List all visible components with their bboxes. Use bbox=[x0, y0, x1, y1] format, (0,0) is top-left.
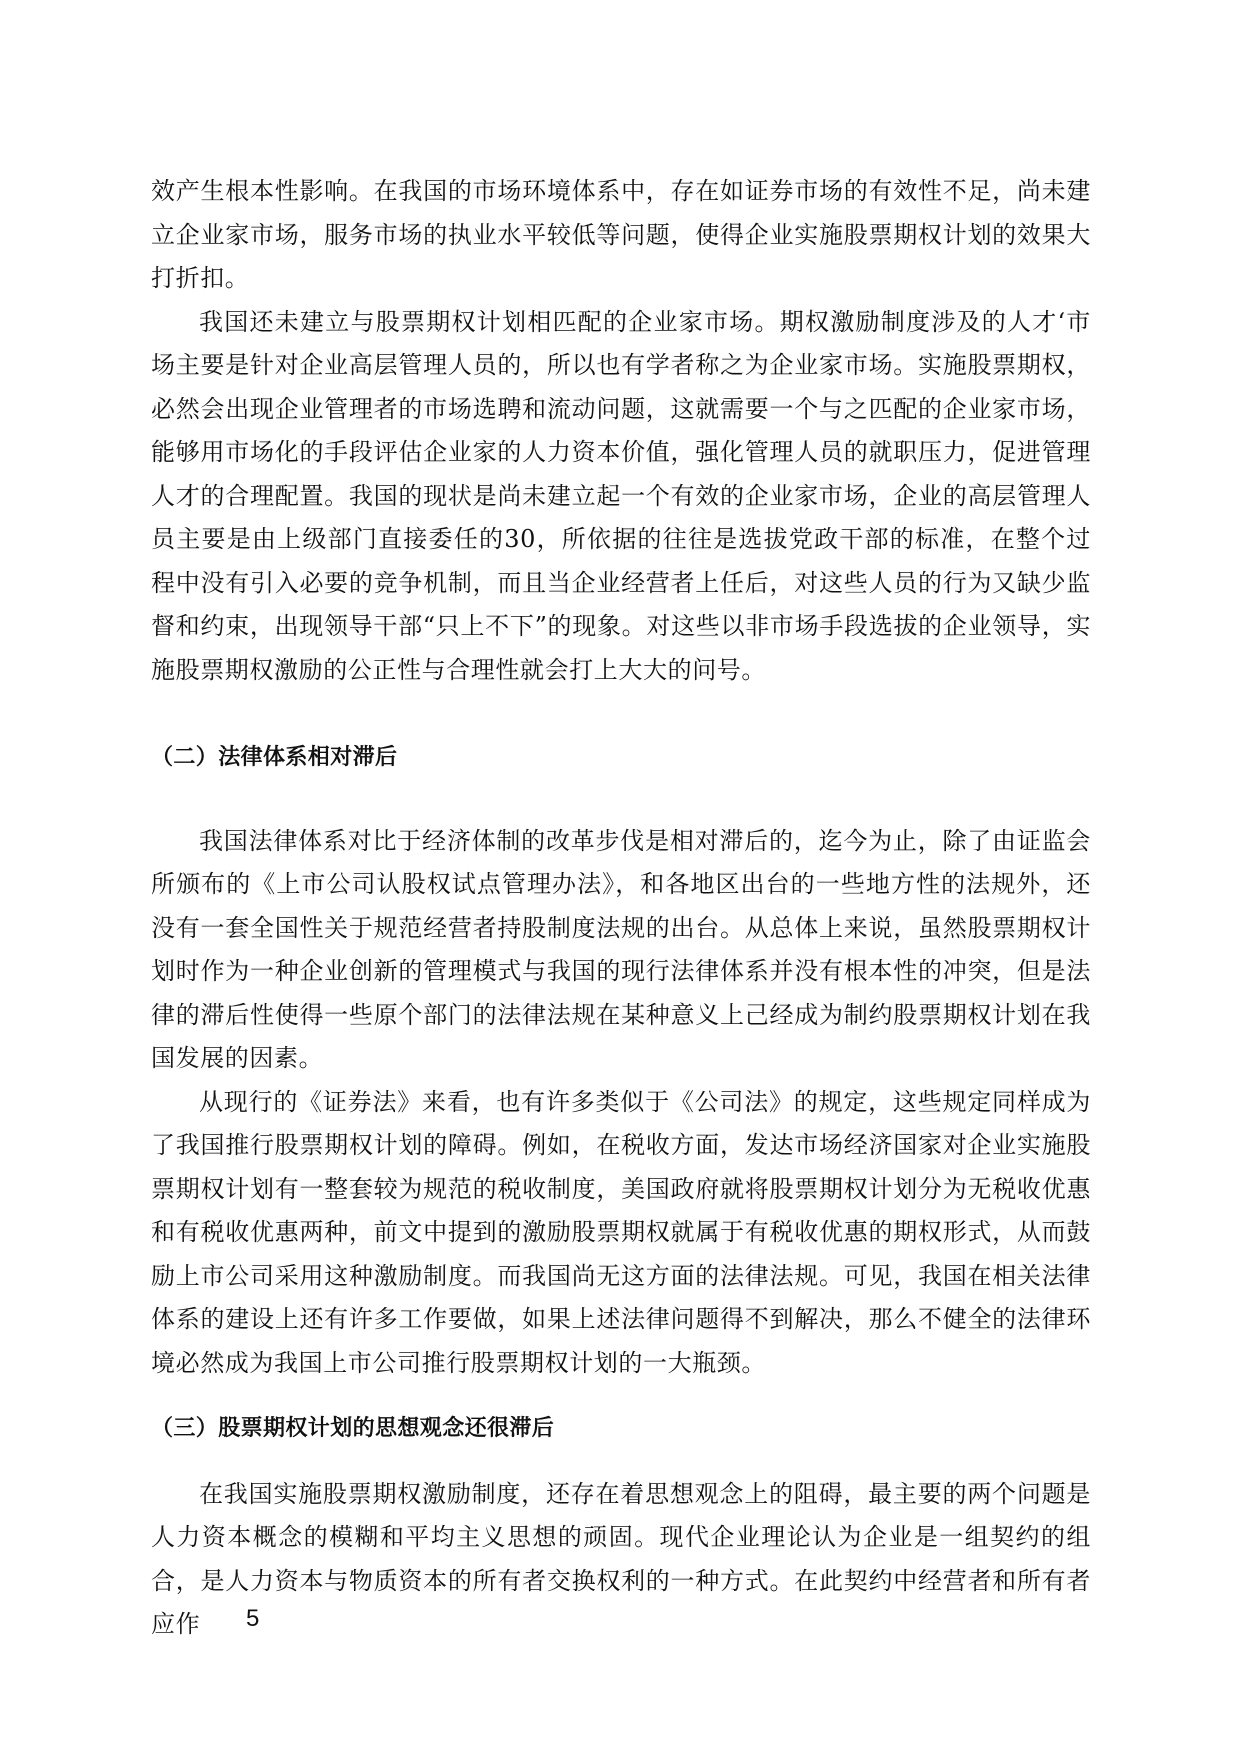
paragraph-continued: 效产生根本性影响。在我国的市场环境体系中，存在如证券市场的有效性不足，尚未建立企业家市场，服务市场的执业水平较低等问题，使得企业实施股票期权计划的效果大打折扣。 bbox=[151, 177, 1091, 292]
document-body bbox=[151, 170, 1091, 1647]
page-number: 5 bbox=[246, 1605, 260, 1632]
paragraph-securities-law: 从现行的《证券法》来看，也有许多类似于《公司法》的规定，这些规定同样成为了我国推行股票期权计划的障碍。例如，在税收方面，发达市场经济国家对企业实施股票期权计划有一整套较为规范的税收制度，美国政府就将股票期权计划分为无税收优惠和有税收优惠两种，前文中提到的激励股票期权就属于有税收优惠的期权形式，从而鼓励上市公司采用这种激励制度。而我国尚无这方面的法律法规。可见，我国在相关法律体系的建设上还有许多工作要做，如果上述法律问题得不到解决，那么不健全的法律环境必然成为我国上市公司推行股票期权计划的一大瓶颈。 bbox=[151, 1087, 1091, 1377]
section-heading-ideology: （三）股票期权计划的思想观念还很滞后 bbox=[151, 1416, 555, 1441]
spacer bbox=[151, 1451, 1091, 1473]
paragraph-legal-lag: 我国法律体系对比于经济体制的改革步伐是相对滞后的，迄今为止，除了由证监会所颁布的《上市公司认股权试点管理办法》，和各地区出台的一些地方性的法规外，还没有一套全国性关于规范经营者持股制度法规的出台。从总体上来说，虽然股票期权计划时作为一种企业创新的管理模式与我国的现行法律体系并没有根本性的冲突，但是法律的滞后性使得一些原个部门的法律法规在某种意义上己经成为制约股票期权计划在我国发展的因素。 bbox=[151, 826, 1091, 1072]
spacer bbox=[151, 692, 1091, 736]
paragraph-entrepreneur-market: 我国还未建立与股票期权计划相匹配的企业家市场。期权激励制度涉及的人才‘市场主要是针对企业高层管理人员的，所以也有学者称之为企业家市场。实施股票期权，必然会出现企业管理者的市场选聘和流动问题，这就需要一个与之匹配的企业家市场，能够用市场化的手段评估企业家的人力资本价值，强化管理人员的就职压力，促进管理人才的合理配置。我国的现状是尚未建立起一个有效的企业家市场，企业的高层管理人员主要是由上级部门直接委任的30，所依据的往往是选拔党政干部的标准，在整个过程中没有引入必要的竞争机制，而且当企业经营者上任后，对这些人员的行为又缺少监督和约束，出现领导干部“只上不下”的现象。对这些以非市场手段选拔的企业领导，实施股票期权激励的公正性与合理性就会打上大大的问号。 bbox=[151, 307, 1091, 684]
spacer bbox=[151, 1385, 1091, 1407]
spacer bbox=[151, 780, 1091, 820]
paragraph-ideology: 在我国实施股票期权激励制度，还存在着思想观念上的阻碍，最主要的两个问题是人力资本概念的模糊和平均主义思想的顽固。现代企业理论认为企业是一组契约的组合，是人力资本与物质资本的所有者交换权利的一种方式。在此契约中经营者和所有者应作 bbox=[151, 1479, 1091, 1638]
section-heading-legal-system: （二）法律体系相对滞后 bbox=[151, 745, 398, 770]
